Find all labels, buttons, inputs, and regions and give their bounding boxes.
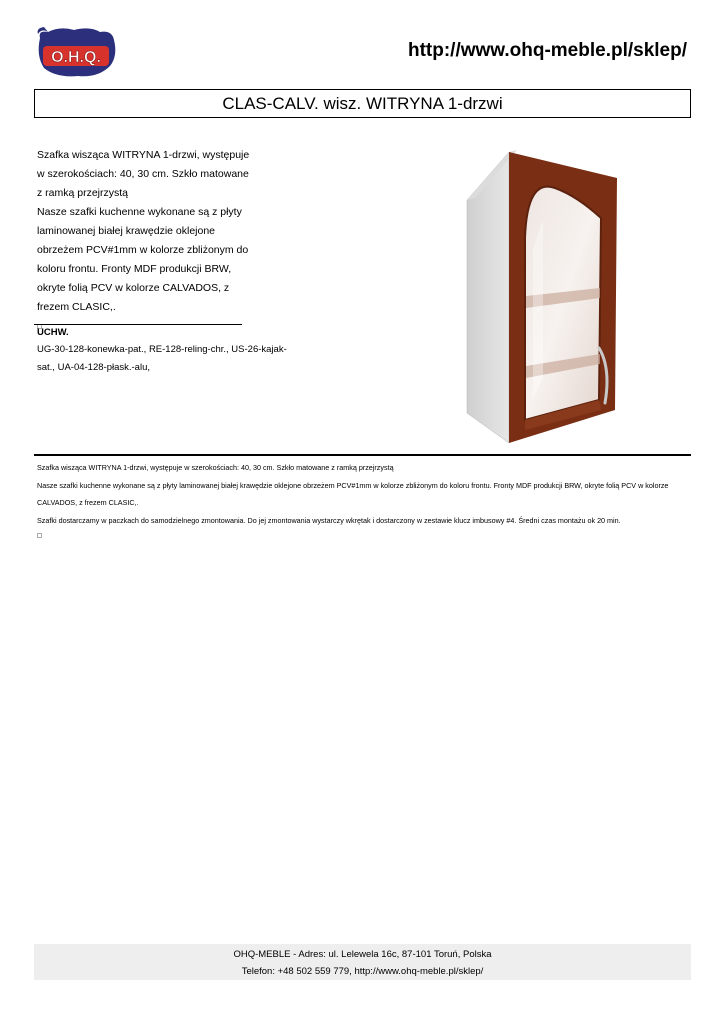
details-paragraph-2: Nasze szafki kuchenne wykonane są z płyty laminowanej białej krawędzie oklejone obrzeżem PCV#1mm w kolorze zbliżonym do koloru frontu. Fronty MDF produkcji BRW, okryte folią PCV w kolorze CALVADOS, z frezem CLASIC,.: [37, 480, 669, 507]
logo-text: O.H.Q.: [51, 49, 101, 66]
placeholder-box-icon: [37, 533, 42, 538]
page-title: CLAS-CALV. wisz. WITRYNA 1-drzwi: [34, 89, 691, 118]
footer-address: OHQ-MEBLE - Adres: ul. Lelewela 16c, 87-101 Toruń, Polska: [233, 949, 492, 960]
main-divider: [34, 454, 691, 456]
handles-list: UG-30-128-konewka-pat., RE-128-reling-chr., US-26-kajak-sat., UA-04-128-płask.-alu,: [37, 344, 287, 373]
description-paragraph-1: Szafka wisząca WITRYNA 1-drzwi, występuje w szerokościach: 40, 30 cm. Szkło matowane z ramką przejrzystą: [37, 149, 250, 199]
ohq-logo[interactable]: [34, 26, 118, 80]
product-description: [37, 146, 252, 336]
header-url-link[interactable]: http://www.ohq-meble.pl/sklep/: [407, 40, 687, 61]
handles-heading: UCHW.: [37, 327, 69, 338]
details-paragraph-1: Szafka wisząca WITRYNA 1-drzwi, występuje w szerokościach: 40, 30 cm. Szkło matowane z ramką przejrzystą: [37, 463, 394, 472]
description-paragraph-2: Nasze szafki kuchenne wykonane są z płyty laminowanej białej krawędzie oklejone obrzeżem PCV#1mm w kolorze zbliżonym do koloru frontu. Fronty MDF produkcji BRW, okryte folią PCV w kolorze CALVADOS, z frezem CLASIC,.: [37, 206, 249, 313]
footer-contact: Telefon: +48 502 559 779, http://www.ohq-meble.pl/sklep/: [241, 966, 484, 977]
page-footer: [34, 944, 691, 980]
details-paragraph-3: Szafki dostarczamy w paczkach do samodzielnego zmontowania. Do jej zmontowania wystarczy wkrętak i dostarczony w zestawie klucz imbusowy #4. Średni czas montażu ok 20 min.: [37, 515, 621, 525]
product-details: [37, 459, 687, 529]
section-divider: [34, 324, 242, 325]
product-image: [425, 138, 685, 448]
